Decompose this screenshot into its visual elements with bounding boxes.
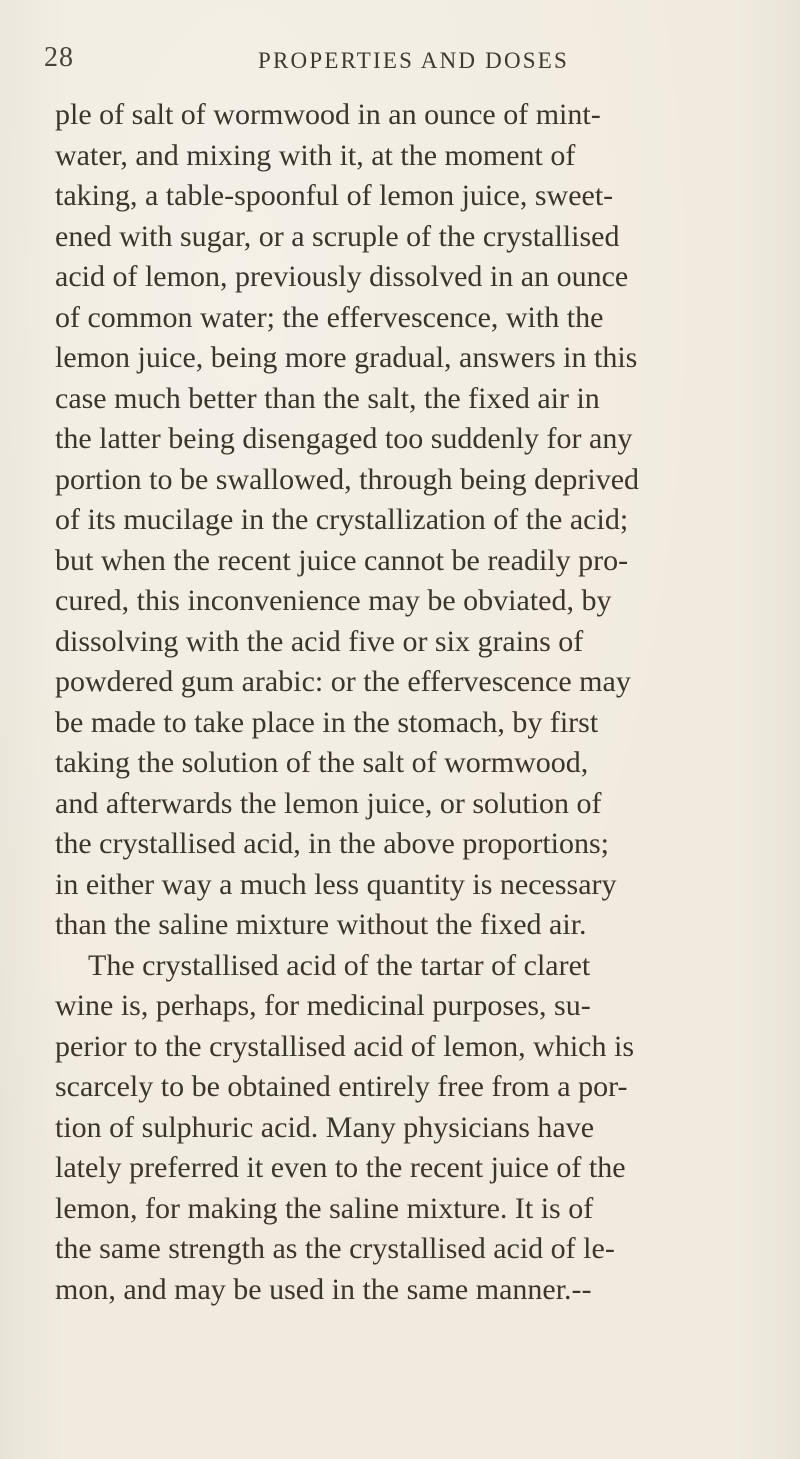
text-line: ened with sugar, or a scruple of the crystallised bbox=[55, 219, 620, 253]
text-line: mon, and may be used in the same manner.-- bbox=[55, 1272, 592, 1306]
text-line: the same strength as the crystallised acid of le- bbox=[55, 1232, 615, 1265]
text-line: of its mucilage in the crystallization of the acid; bbox=[55, 503, 629, 536]
page-header bbox=[0, 38, 800, 78]
text-line: wine is, perhaps, for medicinal purposes, su- bbox=[55, 989, 591, 1022]
text-line: of common water; the effervescence, with the bbox=[55, 300, 604, 334]
text-line: taking, a table-spoonful of lemon juice, sweet- bbox=[55, 179, 614, 212]
page-number: 28 bbox=[44, 42, 74, 73]
text-line: lemon, for making the saline mixture. It is of bbox=[55, 1191, 594, 1225]
text-line: the crystallised acid, in the above proportions; bbox=[55, 827, 610, 860]
text-line: cured, this inconvenience may be obviated, by bbox=[55, 584, 612, 617]
running-head: PROPERTIES AND DOSES bbox=[258, 48, 570, 73]
text-line: in either way a much less quantity is necessary bbox=[55, 867, 617, 901]
text-line: case much better than the salt, the fixed air in bbox=[55, 381, 600, 415]
text-line: water, and mixing with it, at the moment of bbox=[55, 138, 576, 172]
text-line: dissolving with the acid five or six grains of bbox=[55, 624, 584, 658]
text-line: acid of lemon, previously dissolved in an ounce bbox=[55, 260, 629, 293]
text-line: taking the solution of the salt of wormwood, bbox=[55, 746, 589, 779]
paragraph-start-line: The crystallised acid of the tartar of claret bbox=[88, 948, 591, 982]
text-line: powdered gum arabic: or the effervescence may bbox=[55, 665, 631, 698]
text-line: than the saline mixture without the fixed air. bbox=[55, 908, 587, 941]
text-line: portion to be swallowed, through being deprived bbox=[55, 462, 640, 496]
text-line: ple of salt of wormwood in an ounce of mint- bbox=[55, 98, 601, 131]
text-line: but when the recent juice cannot be readily pro- bbox=[55, 543, 629, 577]
text-line: lemon juice, being more gradual, answers in this bbox=[55, 341, 638, 374]
text-line: the latter being disengaged too suddenly for any bbox=[55, 422, 633, 455]
text-line: scarcely to be obtained entirely free from a por- bbox=[55, 1070, 628, 1103]
text-line: perior to the crystallised acid of lemon, which is bbox=[55, 1029, 635, 1063]
text-line: be made to take place in the stomach, by first bbox=[55, 705, 599, 739]
text-line: and afterwards the lemon juice, or solution of bbox=[55, 786, 602, 820]
text-line: tion of sulphuric acid. Many physicians have bbox=[55, 1110, 595, 1144]
text-line: lately preferred it even to the recent juice of the bbox=[55, 1151, 626, 1184]
body-text bbox=[55, 95, 775, 1310]
